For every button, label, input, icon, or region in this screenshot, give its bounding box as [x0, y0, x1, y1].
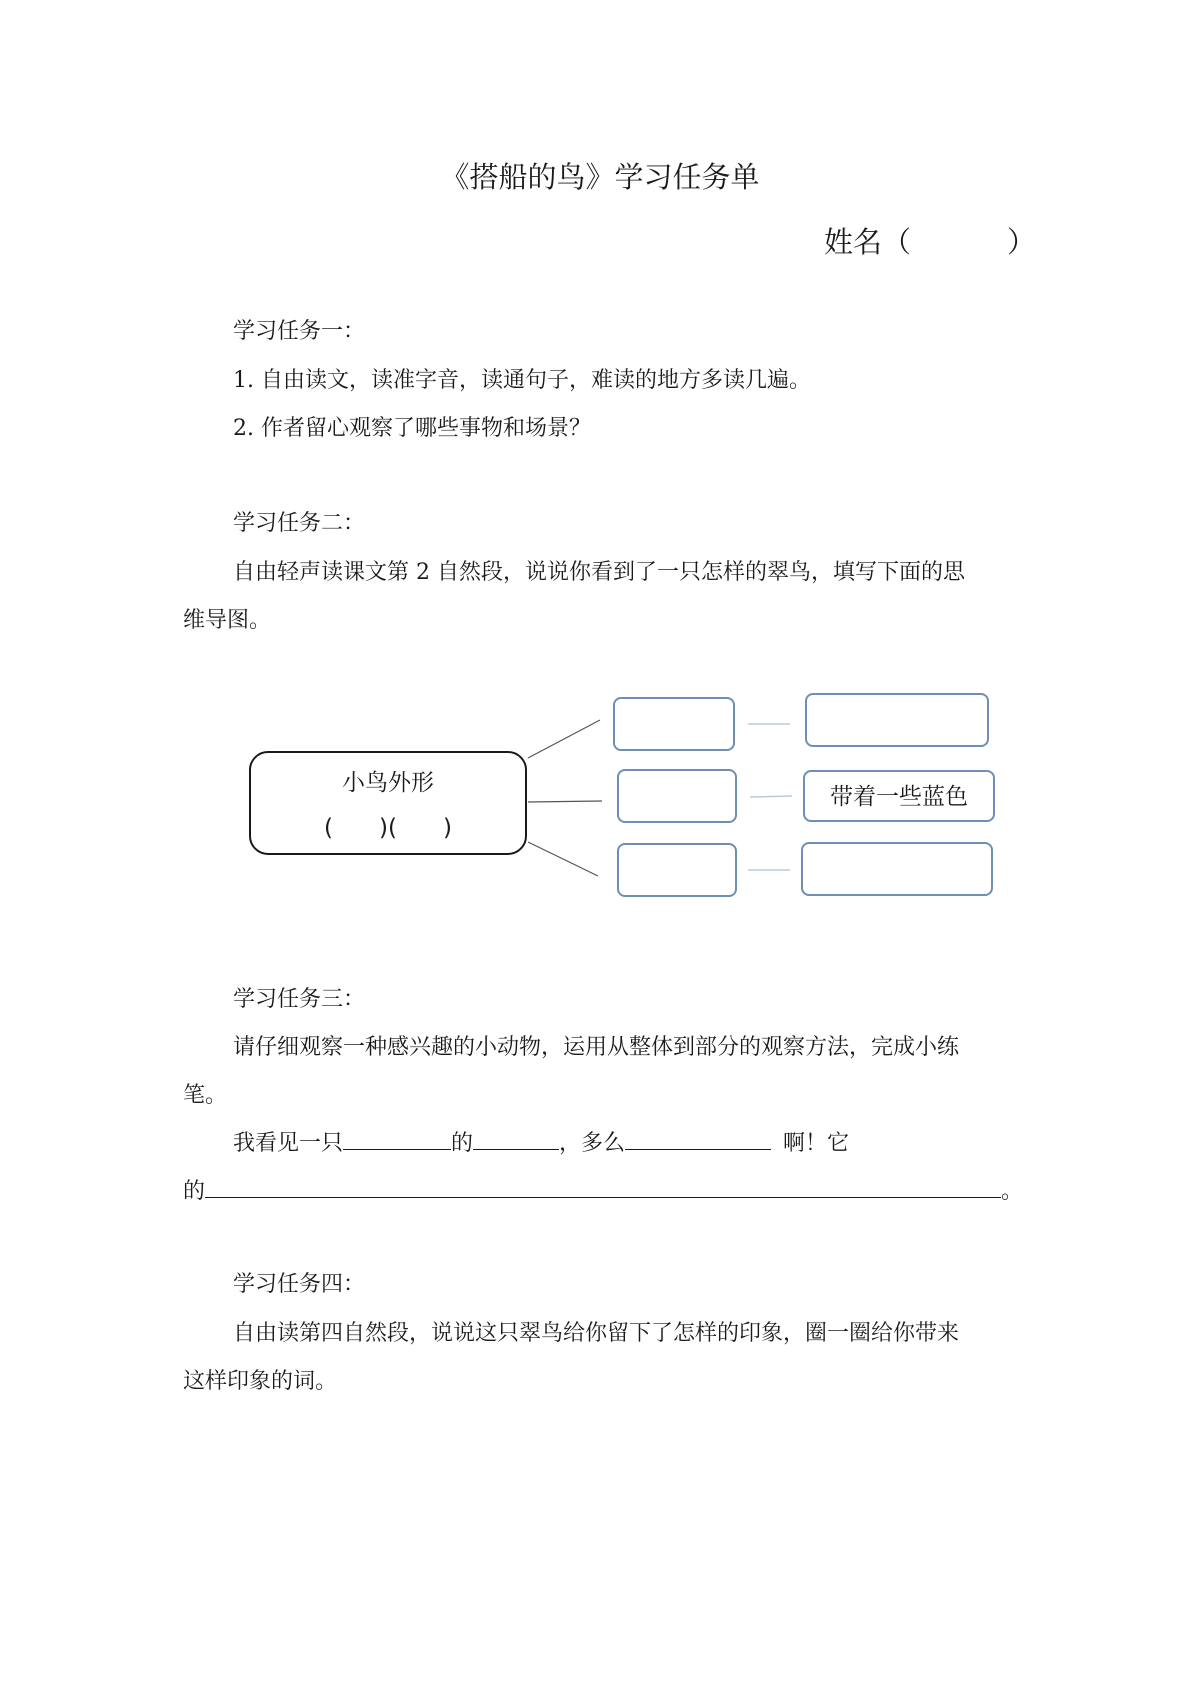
- fill-sentence-2: [183, 1174, 1023, 1205]
- fill-text-6: 。: [1001, 1179, 1024, 1204]
- fill-text-5: 的: [183, 1179, 206, 1204]
- mind-map-answer-box-1[interactable]: [806, 694, 988, 746]
- mind-map-answer-box-3[interactable]: [802, 843, 992, 895]
- fill-blank-4[interactable]: [205, 1175, 1001, 1198]
- mind-map-example-text: 带着一些蓝色: [830, 784, 968, 810]
- task3-line1: 请仔细观察一种感兴趣的小动物，运用从整体到部分的观察方法，完成小练: [233, 1035, 960, 1060]
- task1-heading: 学习任务一：: [233, 319, 366, 344]
- fill-sentence-1: [233, 1126, 849, 1157]
- task1-item2: 2. 作者留心观察了哪些事物和场景？: [233, 416, 591, 441]
- fill-blank-2[interactable]: [473, 1127, 559, 1150]
- page-title: 《搭船的鸟》学习任务单: [440, 160, 760, 194]
- connector-line-2: [750, 796, 792, 797]
- name-close-paren: ）: [1007, 225, 1037, 259]
- task4-heading: 学习任务四：: [233, 1272, 366, 1297]
- fill-text-2: 的: [451, 1131, 474, 1156]
- mind-map-center-title: 小鸟外形: [342, 770, 434, 796]
- fill-text-1: 我看见一只: [233, 1131, 344, 1156]
- mind-map: [230, 680, 1010, 910]
- mind-map-blank-box-3[interactable]: [618, 844, 736, 896]
- name-label: 姓名（: [824, 225, 912, 259]
- name-field[interactable]: [824, 220, 1036, 261]
- task3-line2: 笔。: [183, 1083, 228, 1108]
- task3-heading: 学习任务三：: [233, 987, 366, 1012]
- branch-line-middle: [528, 801, 602, 802]
- task2-heading: 学习任务二：: [233, 511, 366, 536]
- branch-line-top: [528, 720, 600, 758]
- task4-line1: 自由读第四自然段，说说这只翠鸟给你留下了怎样的印象，圈一圈给你带来: [233, 1321, 960, 1346]
- fill-text-4: 啊！它: [783, 1131, 850, 1156]
- mind-map-blank-box-2[interactable]: [618, 770, 736, 822]
- fill-blank-1[interactable]: [343, 1127, 451, 1150]
- fill-text-3: ，多么: [559, 1131, 626, 1156]
- branch-line-bottom: [528, 842, 598, 876]
- mind-map-center-blanks: ( )( ): [324, 815, 452, 841]
- task4-line2: 这样印象的词。: [183, 1369, 338, 1394]
- task2-line1: 自由轻声读课文第 2 自然段，说说你看到了一只怎样的翠鸟，填写下面的思: [233, 560, 965, 585]
- mind-map-blank-box-1[interactable]: [614, 698, 734, 750]
- task2-line2: 维导图。: [183, 608, 272, 633]
- fill-blank-3[interactable]: [625, 1127, 771, 1150]
- task1-item1: 1. 自由读文，读准字音，读通句子，难读的地方多读几遍。: [233, 368, 811, 393]
